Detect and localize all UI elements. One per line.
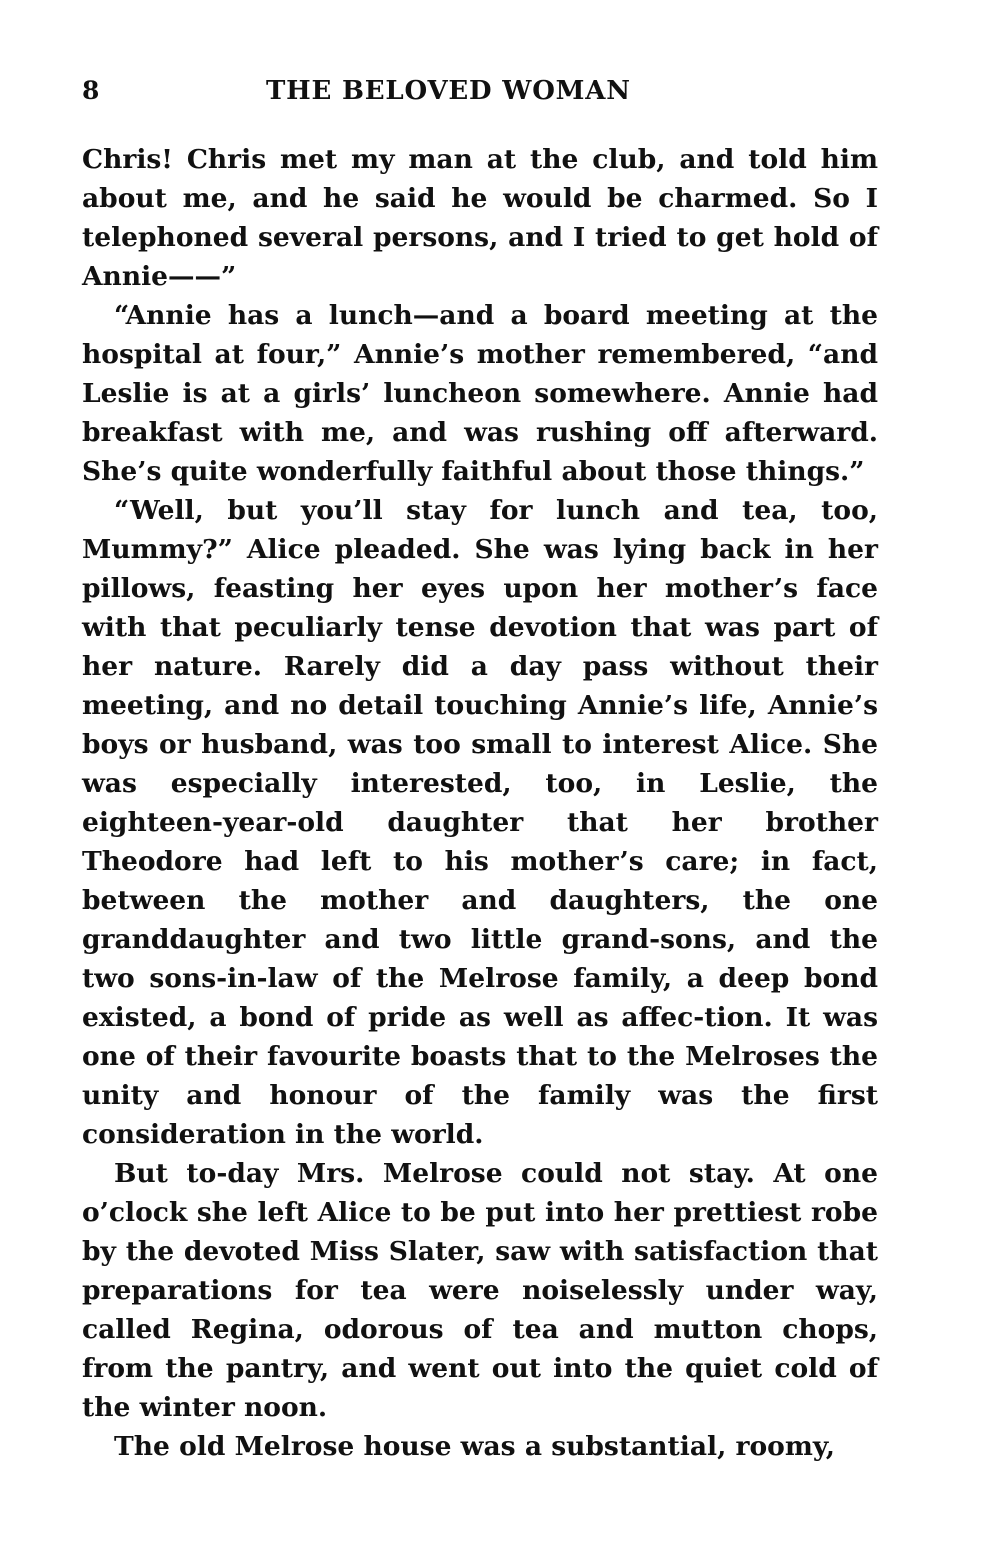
running-head xyxy=(82,76,878,120)
paragraph: “Annie has a lunch—and a board meeting at the hospital at four,” Annie’s mother remembered, “and Leslie is at a girls’ luncheon somewhere. Annie had breakfast with me, and was rushing off afterward. She’s quite wonderfully faithful about those things.” xyxy=(82,300,878,487)
paragraph: “Well, but you’ll stay for lunch and tea, too, Mummy?” Alice pleaded. She was lying back in her pillows, feasting her eyes upon her mother’s face with that peculiarly tense devotion that was part of her nature. Rarely did a day pass without their meeting, and no detail touching Annie’s life, Annie’s boys or husband, was too small to interest Alice. She was especially interested, too, in Leslie, the eighteen-year-old daughter that her brother Theodore had left to his mother’s care; in fact, between the mother and daughters, the one granddaughter and two little grand-sons, and the two sons-in-law of the Melrose family, a deep bond existed, a bond of pride as well as affec-tion. It was one of their favourite boasts that to the Melroses the unity and honour of the family was the first consideration in the world. xyxy=(82,495,878,1150)
book-page xyxy=(82,76,878,1466)
paragraph: But to-day Mrs. Melrose could not stay. At one o’clock she left Alice to be put into her prettiest robe by the devoted Miss Slater, saw with satisfaction that preparations for tea were noiselessly under way, called Regina, odorous of tea and mutton chops, from the pantry, and went out into the quiet cold of the winter noon. xyxy=(82,1158,878,1423)
book-title: THE BELOVED WOMAN xyxy=(266,76,631,106)
paragraph: The old Melrose house was a substantial, roomy, xyxy=(114,1431,835,1462)
paragraph-continued: Chris! Chris met my man at the club, and told him about me, and he said he would be charmed. So I telephoned several persons, and I tried to get hold of Annie——” xyxy=(82,144,878,292)
page-number: 8 xyxy=(82,76,100,105)
body-text xyxy=(82,140,878,1466)
